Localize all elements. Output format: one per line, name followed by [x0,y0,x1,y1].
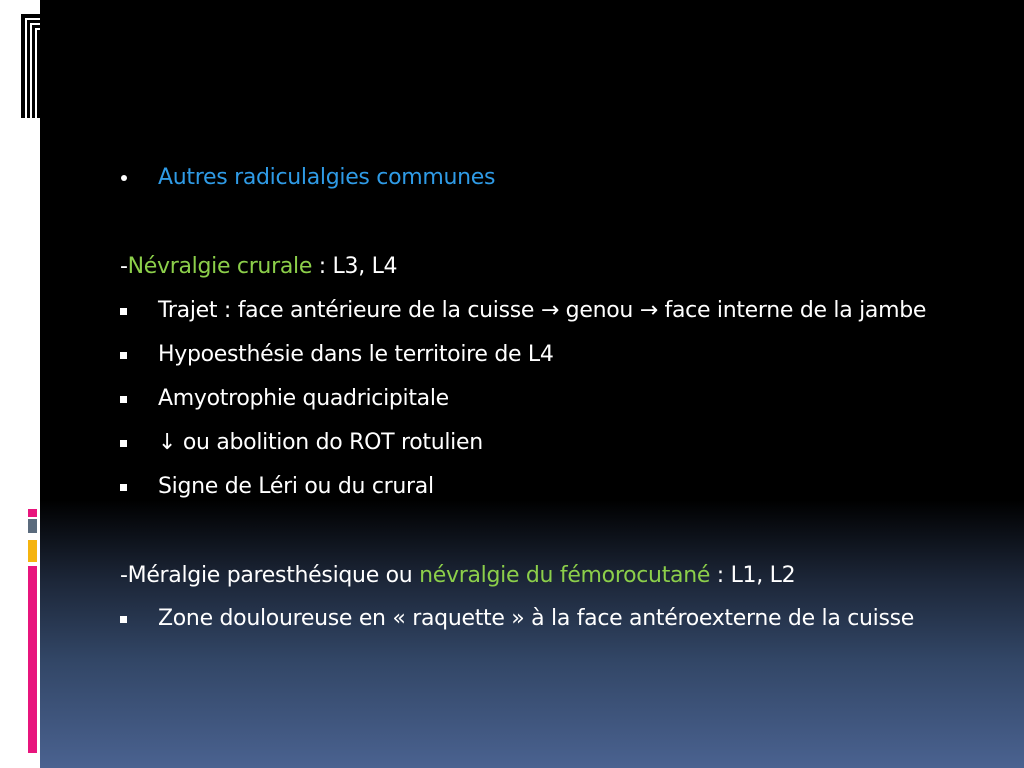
accent-bar-gray [28,519,37,533]
left-strip [0,0,40,768]
list-item-text: Signe de Léri ou du crural [158,474,434,499]
square-bullet-icon [120,308,127,315]
list-item-text: Hypoesthésie dans le territoire de L4 [158,342,554,367]
window-grid-icon [21,0,40,130]
list-item-text: Amyotrophie quadricipitale [158,386,449,411]
section-heading-crurale [120,253,397,281]
section-suffix: : L1, L2 [710,563,796,588]
accent-bar-pink-top [28,509,37,517]
accent-bar-gold [28,540,37,562]
section-highlight: Névralgie crurale [127,254,313,279]
list-item-text: Zone douloureuse en « raquette » à la face antéroexterne de la cuisse [158,606,915,631]
section-highlight: névralgie du fémorocutané [419,563,711,588]
section-prefix: - [120,254,128,279]
accent-bar-pink [28,566,37,753]
topic-title: Autres radiculalgies communes [158,165,496,190]
bullet-dot-icon [121,175,127,181]
square-bullet-icon [120,616,127,623]
square-bullet-icon [120,484,127,491]
section-prefix: -Méralgie paresthésique ou [120,563,420,588]
section-suffix: : L3, L4 [312,254,398,279]
list-item-text: Trajet : face antérieure de la cuisse → genou → face interne de la jambe [158,298,927,323]
square-bullet-icon [120,440,127,447]
square-bullet-icon [120,352,127,359]
list-item-text: ↓ ou abolition do ROT rotulien [158,430,483,455]
square-bullet-icon [120,396,127,403]
section-heading-meralgie [120,562,795,590]
